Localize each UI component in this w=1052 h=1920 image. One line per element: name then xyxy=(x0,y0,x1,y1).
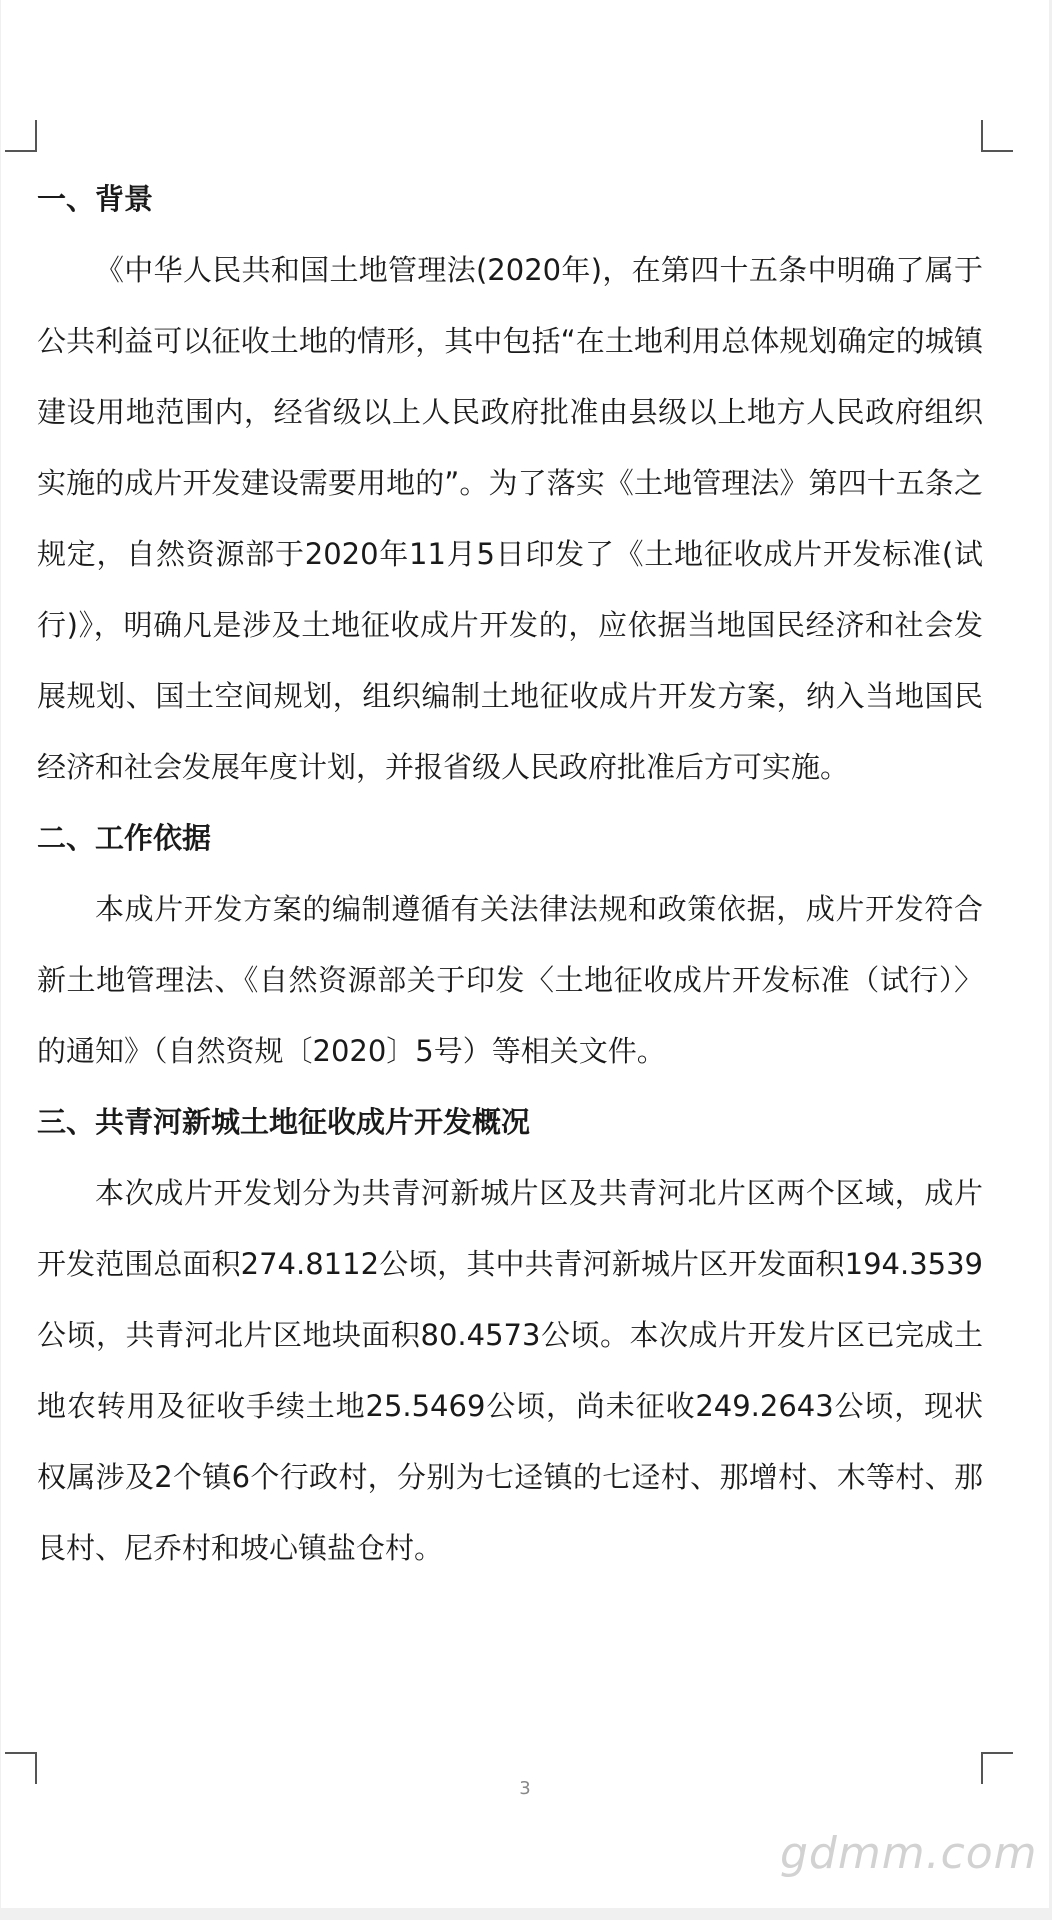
section-heading-background: 一、背景 xyxy=(37,182,154,216)
section-paragraph-basis: 本成片开发方案的编制遵循有关法律法规和政策依据，成片开发符合新土地管理法、《自然资源部关于印发〈土地征收成片开发标准（试行）〉的通知》（自然资规〔2020〕5号）等相关文件。 xyxy=(37,892,983,1068)
section-paragraph-background: 《中华人民共和国土地管理法(2020年)，在第四十五条中明确了属于公共利益可以征收土地的情形，其中包括“在土地利用总体规划确定的城镇建设用地范围内，经省级以上人民政府批准由县级以上地方人民政府组织实施的成片开发建设需要用地的”。为了落实《土地管理法》第四十五条之规定，自然资源部于2020年11月5日印发了《土地征收成片开发标准(试行)》，明确凡是涉及土地征收成片开发的，应依据当地国民经济和社会发展规划、国土空间规划，组织编制土地征收成片开发方案，纳入当地国民经济和社会发展年度计划，并报省级人民政府批准后方可实施。 xyxy=(37,253,983,784)
crop-mark-top-left xyxy=(5,120,37,152)
page-number: 3 xyxy=(519,1778,531,1799)
section-heading-basis: 二、工作依据 xyxy=(37,821,212,855)
crop-mark-top-right xyxy=(981,120,1013,152)
section-paragraph-overview: 本次成片开发划分为共青河新城片区及共青河北片区两个区域，成片开发范围总面积274.8112公顷，其中共青河新城片区开发面积194.3539公顷，共青河北片区地块面积80.4573公顷。本次成片开发片区已完成土地农转用及征收手续土地25.5469公顷，尚未征收249.2643公顷，现状权属涉及2个镇6个行政村，分别为七迳镇的七迳村、那增村、木等村、那艮村、尼乔村和坡心镇盐仓村。 xyxy=(37,1176,983,1565)
site-watermark: gdmm.com xyxy=(780,1828,1038,1879)
document-body xyxy=(37,164,983,1584)
document-page xyxy=(1,0,1049,1908)
section-heading-overview: 三、共青河新城土地征收成片开发概况 xyxy=(37,1105,531,1139)
